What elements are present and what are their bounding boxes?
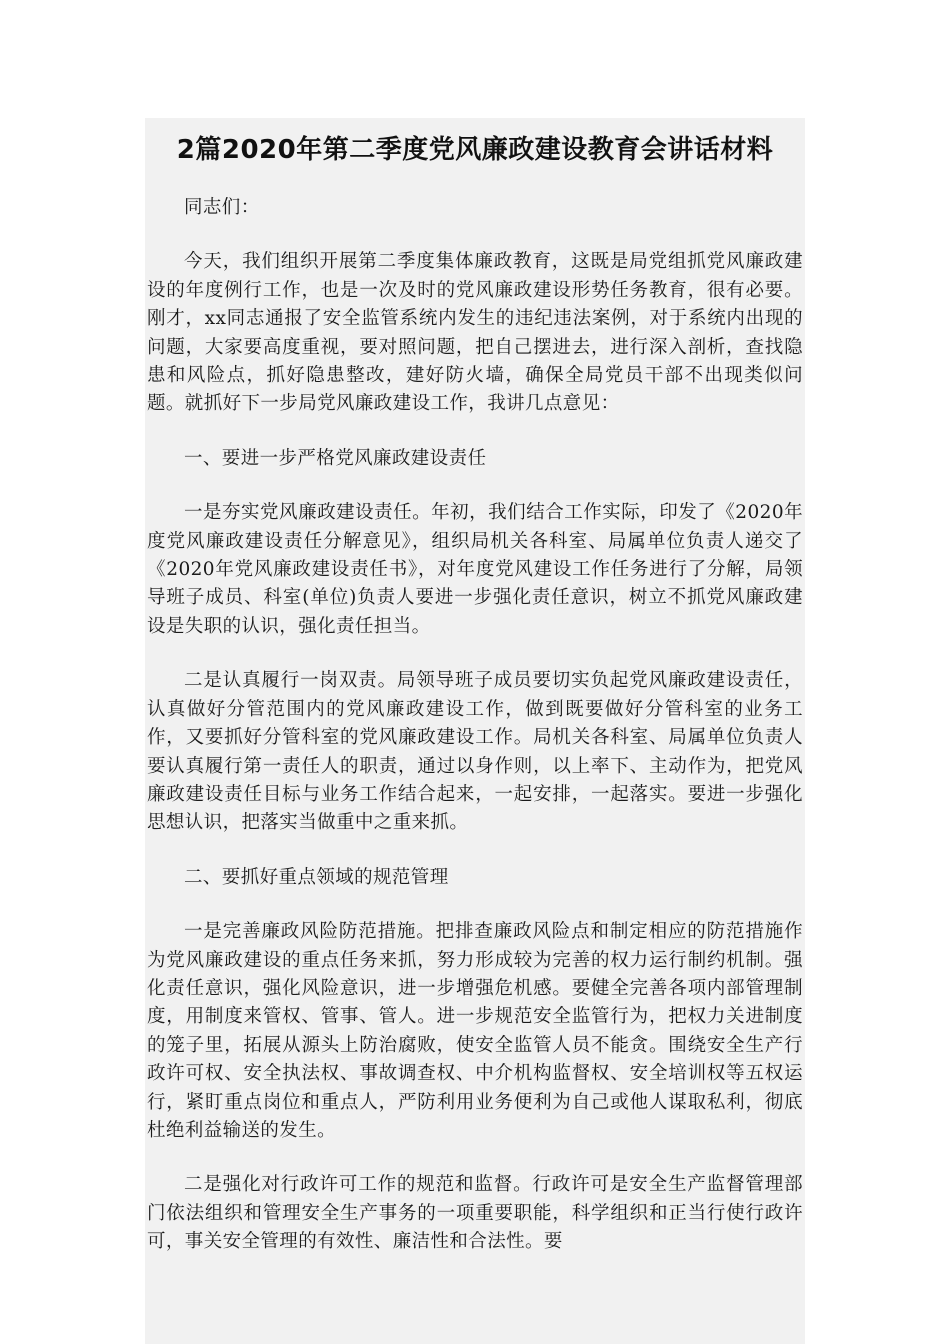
body-paragraph: 一是夯实党风廉政建设责任。年初，我们结合工作实际，印发了《2020年度党风廉政建设责任分解意见》，组织局机关各科室、局属单位负责人递交了《2020年党风廉政建设责任书》，对年度党风建设工作任务进行了分解，局领导班子成员、科室(单位)负责人要进一步强化责任意识，树立不抓党风廉政建设是失职的认识，强化责任担当。 [147,502,803,637]
body-paragraph: 一是完善廉政风险防范措施。把排查廉政风险点和制定相应的防范措施作为党风廉政建设的重点任务来抓，努力形成较为完善的权力运行制约机制。强化责任意识，强化风险意识，进一步增强危机感。要健全完善各项内部管理制度，用制度来管权、管事、管人。进一步规范安全监管行为，把权力关进制度的笼子里，拓展从源头上防治腐败，使安全监管人员不能贪。围绕安全生产行政许可权、安全执法权、事故调查权、中介机构监督权、安全培训权等五权运行，紧盯重点岗位和重点人，严防利用业务便利为自己或他人谋取私利，彻底杜绝利益输送的发生。 [147,921,803,1141]
intro-paragraph: 今天，我们组织开展第二季度集体廉政教育，这既是局党组抓党风廉政建设的年度例行工作，也是一次及时的党风廉政建设形势任务教育，很有必要。刚才，xx同志通报了安全监管系统内发生的违纪违法案例，对于系统内出现的问题，大家要高度重视，要对照问题，把自己摆进去，进行深入剖析，查找隐患和风险点，抓好隐患整改，建好防火墙，确保全局党员干部不出现类似问题。就抓好下一步局党风廉政建设工作，我讲几点意见： [147,251,803,415]
document-content [145,130,805,1283]
body-paragraph: 二是认真履行一岗双责。局领导班子成员要切实负起党风廉政建设责任，认真做好分管范围内的党风廉政建设工作，做到既要做好分管科室的业务工作，又要抓好分管科室的党风廉政建设工作。局机关各科室、局属单位负责人要认真履行第一责任人的职责，通过以身作则，以上率下、主动作为，把党风廉政建设责任目标与业务工作结合起来，一起安排，一起落实。要进一步强化思想认识，把落实当做重中之重来抓。 [147,670,803,834]
section-heading-2: 二、要抓好重点领域的规范管理 [184,866,449,888]
body-paragraph: 二是强化对行政许可工作的规范和监督。行政许可是安全生产监督管理部门依法组织和管理安全生产事务的一项重要职能，科学组织和正当行使行政许可，事关安全管理的有效性、廉洁性和合法性。要 [147,1174,803,1253]
document-title: 2篇2020年第二季度党风廉政建设教育会讲话材料 [176,135,774,165]
salutation-paragraph: 同志们： [184,197,260,218]
section-heading-1: 一、要进一步严格党风廉政建设责任 [184,447,487,469]
